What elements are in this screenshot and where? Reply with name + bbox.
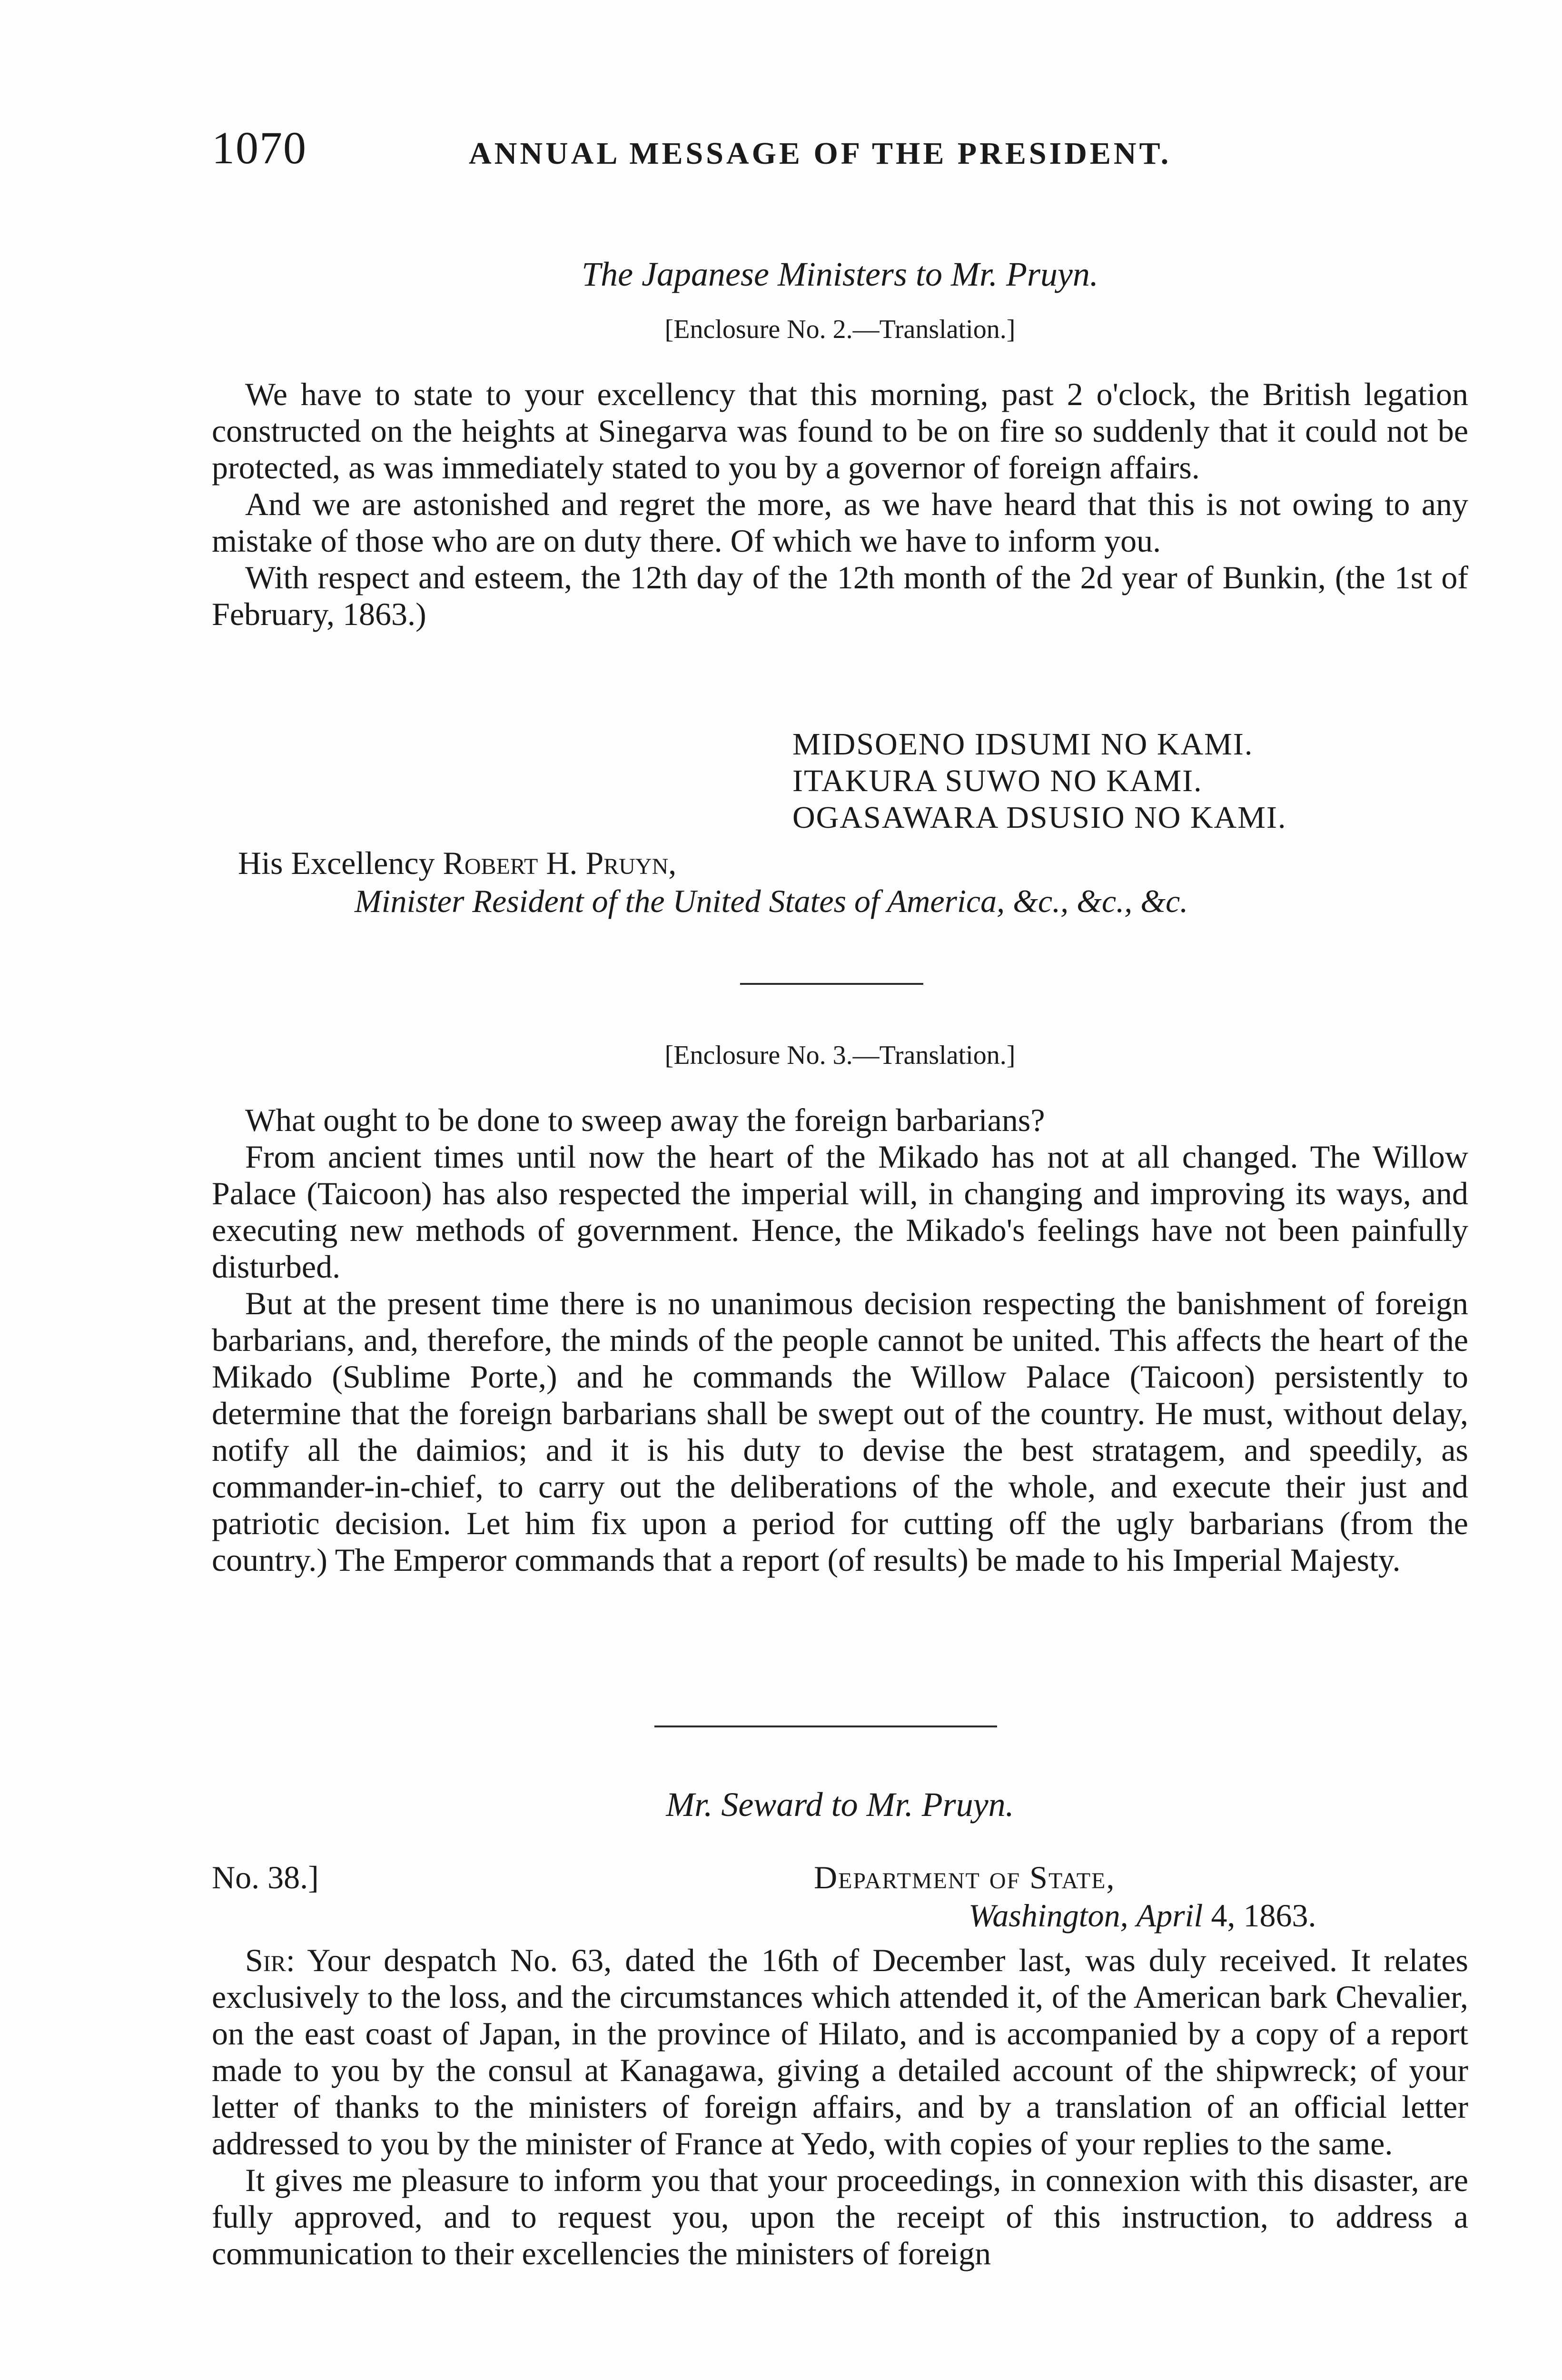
section1-enclosure: [Enclosure No. 2.—Translation.] — [664, 315, 1016, 344]
section-divider-2 — [654, 1726, 997, 1727]
despatch-date — [969, 1897, 1316, 1934]
section3-title: Mr. Seward to Mr. Pruyn. — [666, 1785, 1014, 1824]
section1-title: The Japanese Ministers to Mr. Pruyn. — [582, 255, 1098, 293]
section1-paragraph-1: We have to state to your excellency that this morning, past 2 o'clock, the British legation constructed on the heights at Sinegarva was found to be on fire so suddenly that it could not be protected, as was immediately stated to you by a governor of foreign affairs. — [212, 376, 1468, 486]
section3-paragraph-2: It gives me pleasure to inform you that your proceedings, in connexion with this disaster, are fully approved, and to request you, upon the receipt of this instruction, to address a communication to their excellencies the ministers of foreign — [212, 2162, 1468, 2271]
section2-paragraph-2: From ancient times until now the heart of the Mikado has not at all changed. The Willow Palace (Taicoon) has also respected the imperial will, in changing and improving its ways, and executing new methods of government. Hence, the Mikado's feelings have not been painfully disturbed. — [212, 1139, 1468, 1285]
salutation: Sir: — [245, 1942, 295, 1978]
section2-paragraph-3: But at the present time there is no unanimous decision respecting the banishment of foreign barbarians, and, therefore, the minds of the people cannot be united. This affects the heart of the Mikado (Sublime Porte,) and he commands the Willow Palace (Taicoon) persistently to determine that the foreign barbarians shall be swept out of the country. He must, without delay, notify all the daimios; and it is his duty to devise the best stratagem, and speedily, as commander-in-chief, to carry out the deliberations of the whole, and execute their just and patriotic decision. Let him fix upon a period for cutting off the ugly barbarians (from the country.) The Emperor commands that a report (of results) be made to his Imperial Majesty. — [212, 1285, 1468, 1578]
signatory-3: OGASAWARA DSUSIO NO KAMI. — [792, 800, 1287, 835]
section1-paragraph-3: With respect and esteem, the 12th day of the 12th month of the 2d year of Bunkin, (the 1st of February, 1863.) — [212, 559, 1468, 632]
signatory-1: MIDSOENO IDSUMI NO KAMI. — [792, 727, 1254, 762]
page-number: 1070 — [212, 122, 307, 173]
section2-body — [212, 1102, 1468, 1578]
addressee-line — [238, 845, 676, 882]
section2-enclosure: [Enclosure No. 3.—Translation.] — [664, 1041, 1016, 1070]
section1-body — [212, 376, 1468, 633]
despatch-month: April — [1136, 1897, 1203, 1934]
page-header — [212, 121, 1468, 188]
department-of-state: Department of State, — [814, 1859, 1116, 1895]
addressee-title: Minister Resident of the United States of America, &c., &c., &c. — [355, 883, 1188, 919]
section3-body — [212, 1942, 1468, 2272]
despatch-place: Washington, — [969, 1897, 1128, 1934]
section-divider-1 — [740, 983, 923, 985]
running-head: ANNUAL MESSAGE OF THE PRESIDENT. — [469, 136, 1172, 171]
section1-paragraph-2: And we are astonished and regret the more, as we have heard that this is not owing to any mistake of those who are on duty there. Of which we have to inform you. — [212, 486, 1468, 559]
section2-paragraph-1: What ought to be done to sweep away the foreign barbarians? — [245, 1102, 1045, 1138]
section3-paragraph-1-text: Your despatch No. 63, dated the 16th of December last, was duly received. It relates exclusively to the loss, and the circumstances which attended it, of the American bark Chevalier, on the east coast of Japan, in the province of Hilato, and is accompanied by a copy of a report made to you by the consul at Kanagawa, giving a detailed account of the shipwreck; of your letter of thanks to the ministers of foreign affairs, and by a translation of an official letter addressed to you by the minister of France at Yedo, with copies of your replies to the same. — [212, 1942, 1468, 2162]
despatch-number: No. 38.] — [212, 1859, 319, 1895]
signatory-2: ITAKURA SUWO NO KAMI. — [792, 764, 1203, 798]
addressee-name: Robert H. Pruyn, — [443, 845, 677, 881]
section3-paragraph-1 — [212, 1942, 1468, 2162]
addressee-prefix: His Excellency — [238, 845, 435, 881]
despatch-day-year: 4, 1863. — [1211, 1897, 1316, 1934]
